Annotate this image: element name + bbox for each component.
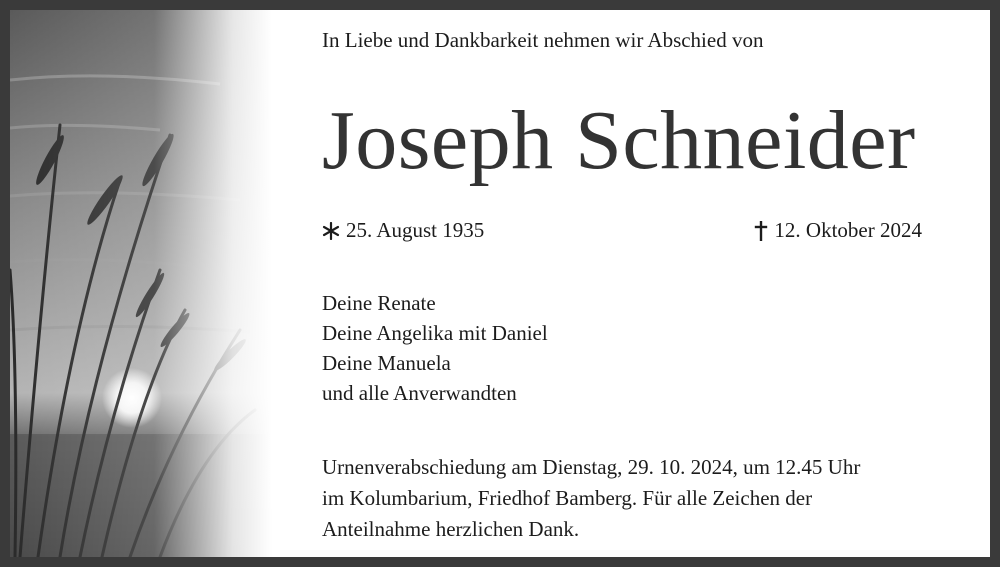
mourners-list (322, 288, 548, 408)
birth-date: 25. August 1935 (346, 218, 485, 242)
mourner-line: Deine Manuela (322, 351, 451, 375)
service-info (322, 452, 860, 545)
obituary-card (10, 10, 990, 557)
death-date: 12. Oktober 2024 (774, 218, 922, 242)
cross-death-icon (754, 221, 768, 241)
mourner-line: Deine Angelika mit Daniel (322, 321, 548, 345)
birth-date-group (322, 218, 484, 243)
deceased-name: Joseph Schneider (322, 94, 916, 187)
service-line: Urnenverabschiedung am Dienstag, 29. 10. 2024, um 12.45 Uhr (322, 455, 861, 479)
asterisk-birth-icon (322, 222, 340, 240)
death-date-group (754, 218, 922, 243)
service-line: im Kolumbarium, Friedhof Bamberg. Für alle Zeichen der (322, 486, 813, 510)
intro-line: In Liebe und Dankbarkeit nehmen wir Abschied von (322, 28, 764, 52)
service-line: Anteilnahme herzlichen Dank. (322, 517, 580, 541)
mourner-line: und alle Anverwandten (322, 381, 517, 405)
sunset-grass-photo (10, 10, 272, 557)
mourner-line: Deine Renate (322, 291, 436, 315)
